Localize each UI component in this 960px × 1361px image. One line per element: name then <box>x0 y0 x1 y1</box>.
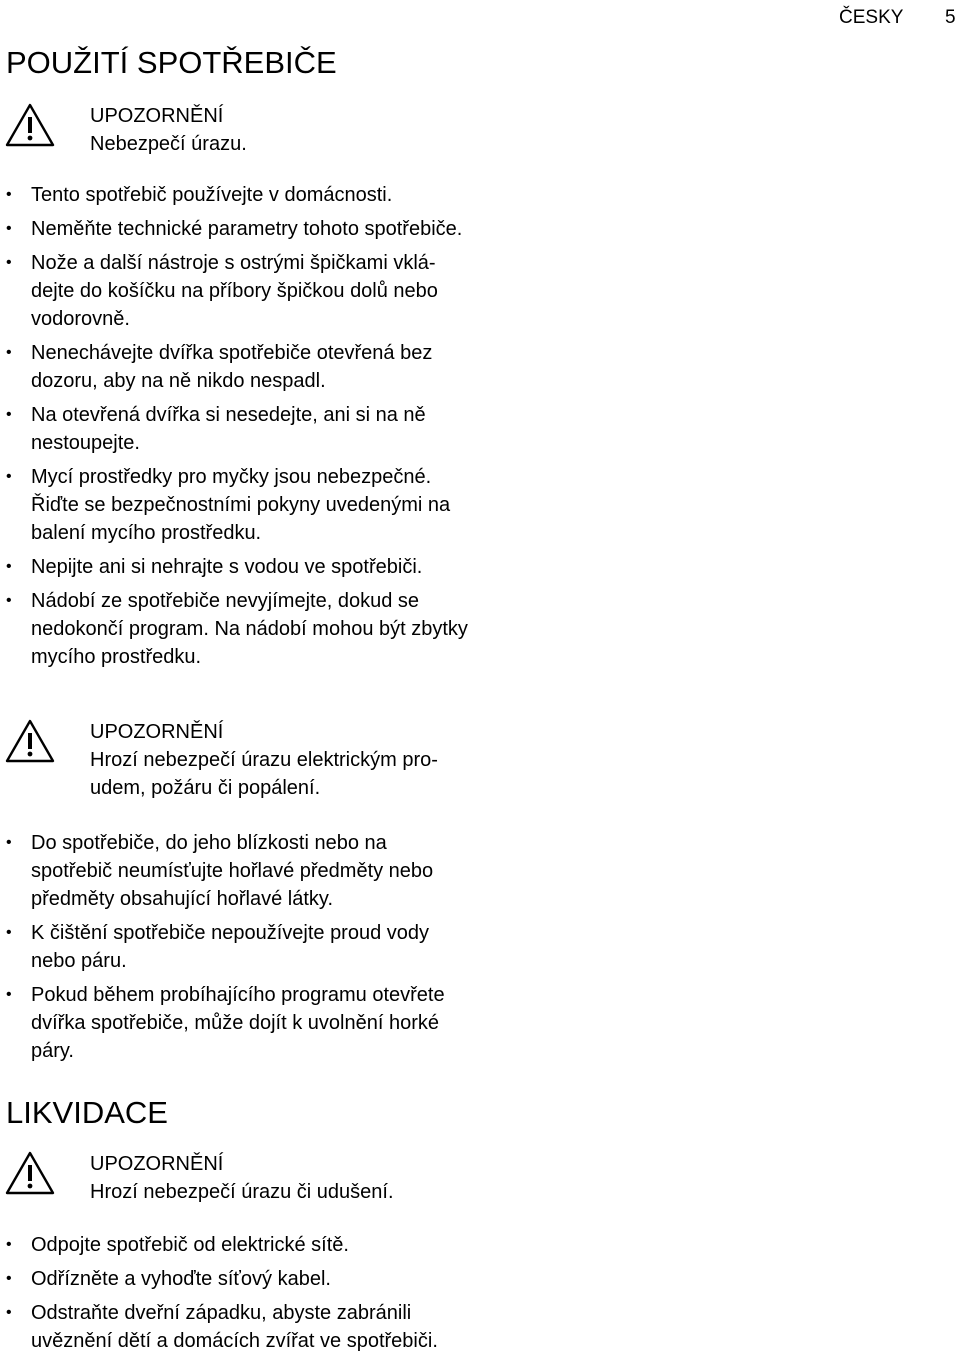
list-item: • Nepijte ani si nehrajte s vodou ve spotřebiči. <box>6 556 423 578</box>
safety-list-use <box>0 181 470 677</box>
list-item: • Nádobí ze spotřebiče nevyjímejte, dokud se nedokončí program. Na nádobí mohou být zbytky mycího prostředku. <box>6 590 468 668</box>
safety-list-fire <box>0 829 470 1071</box>
list-item: • K čištění spotřebiče nepoužívejte proud vody nebo páru. <box>6 922 430 972</box>
section-title-disposal: LIKVIDACE <box>6 1095 168 1130</box>
warning-title: UPOZORNĚNÍ <box>90 721 224 743</box>
page-number: 5 <box>945 7 956 28</box>
list-item: • Tento spotřebič používejte v domácnosti. <box>6 184 393 206</box>
warning-title: UPOZORNĚNÍ <box>90 1153 224 1175</box>
list-item: • Neměňte technické parametry tohoto spotřebiče. <box>6 218 463 240</box>
warning-block-suffocation <box>0 1150 470 1210</box>
list-item: • Na otevřená dvířka si nesedejte, ani si na ně nestoupejte. <box>6 404 426 454</box>
list-item: • Do spotřebiče, do jeho blízkosti nebo na spotřebič neumísťujte hořlavé předměty nebo předměty obsahující hořlavé látky. <box>6 832 434 910</box>
list-item: • Odřízněte a vyhoďte síťový kabel. <box>6 1268 331 1290</box>
warning-text: Hrozí nebezpečí úrazu elektrickým proudem, požáru či popálení. <box>90 749 438 799</box>
language-label: ČESKY <box>839 7 904 28</box>
warning-triangle-icon <box>4 718 56 764</box>
warning-block-electric <box>0 718 470 804</box>
list-item: • Mycí prostředky pro myčky jsou nebezpečné. Řiďte se bezpečnostními pokyny uvedenými na balení mycího prostředku. <box>6 466 451 544</box>
warning-title: UPOZORNĚNÍ <box>90 105 224 127</box>
warning-triangle-icon <box>4 1150 56 1196</box>
list-item: • Nože a další nástroje s ostrými špičkami vkládejte do košíčku na příbory špičkou dolů nebo vodorovně. <box>6 252 438 330</box>
warning-triangle-icon <box>4 102 56 148</box>
disposal-list <box>0 1231 470 1361</box>
list-item: • Odpojte spotřebič od elektrické sítě. <box>6 1234 349 1256</box>
warning-block-injury <box>0 102 470 162</box>
warning-text: Hrozí nebezpečí úrazu či udušení. <box>90 1181 394 1203</box>
list-item: • Pokud během probíhajícího programu otevřete dvířka spotřebiče, může dojít k uvolnění horké páry. <box>6 984 445 1062</box>
list-item: • Nenechávejte dvířka spotřebiče otevřená bez dozoru, aby na ně nikdo nespadl. <box>6 342 433 392</box>
section-title-use: POUŽITÍ SPOTŘEBIČE <box>6 45 337 80</box>
warning-text: Nebezpečí úrazu. <box>90 133 247 155</box>
list-item: • Odstraňte dveřní západku, abyste zabránili uvěznění dětí a domácích zvířat ve spotřebiči. <box>6 1302 438 1352</box>
